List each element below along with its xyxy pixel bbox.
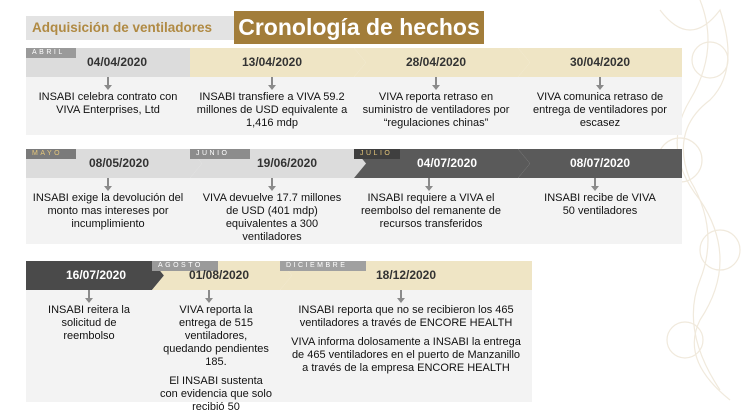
section-subtitle: Adquisición de ventiladores (26, 16, 234, 40)
event-28-04 (354, 48, 518, 140)
month-label: MAYO (32, 150, 63, 157)
event-date: 19/06/2020 (256, 156, 318, 170)
month-label: JULIO (360, 150, 393, 157)
event-date: 01/08/2020 (188, 268, 250, 282)
event-date: 08/07/2020 (569, 156, 631, 170)
event-description: INSABI reitera la solicitud de reembolso (48, 304, 130, 342)
event-description: INSABI recibe de VIVA 50 ventiladores (544, 192, 656, 217)
month-label: JUNIO (196, 150, 230, 157)
event-date: 04/04/2020 (86, 55, 148, 69)
page-title: Cronología de hechos (234, 11, 484, 44)
event-30-04 (518, 48, 682, 140)
month-label: DICIEMBRE (286, 262, 348, 269)
arrow-down-icon (271, 77, 273, 86)
event-19-06 (190, 149, 354, 245)
arrow-down-icon (271, 178, 273, 187)
arrow-down-icon (88, 290, 90, 299)
event-13-04 (190, 48, 354, 140)
month-label: ABRIL (32, 49, 65, 56)
event-18-12 (280, 261, 532, 402)
event-date: 16/07/2020 (65, 268, 127, 282)
event-description: VIVA reporta la entrega de 515 ventiladores, quedando pendientes 185. El INSABI sustenta con evidencia que solo recibió 50 (160, 304, 272, 413)
arrow-down-icon (107, 178, 109, 187)
event-08-05 (26, 149, 190, 245)
event-description: VIVA comunica retraso de entrega de ventiladores por escasez (533, 91, 667, 129)
arrow-down-icon (208, 290, 210, 299)
event-date: 28/04/2020 (405, 55, 467, 69)
arrow-down-icon (428, 178, 430, 187)
event-date: 08/05/2020 (88, 156, 150, 170)
event-description: INSABI exige la devolución del monto mas intereses por incumplimiento (32, 192, 184, 230)
event-description: INSABI requiere a VIVA el reembolso del remanente de recursos transferidos (360, 192, 502, 230)
event-description: VIVA devuelve 17.7 millones de USD (401 mdp) equivalentes a 300 ventiladores (202, 192, 342, 243)
month-label: AGOSTO (158, 262, 203, 269)
arrow-down-icon (435, 77, 437, 86)
event-date: 13/04/2020 (241, 55, 303, 69)
event-description: INSABI celebra contrato con VIVA Enterprises, Ltd (38, 91, 178, 116)
event-04-07 (354, 149, 518, 245)
event-description: INSABI transfiere a VIVA 59.2 millones de USD equivalente a 1,416 mdp (196, 91, 348, 129)
event-description: VIVA reporta retraso en suministro de ventiladores por “regulaciones chinas” (362, 91, 510, 129)
arrow-down-icon (107, 77, 109, 86)
arrow-down-icon (594, 178, 596, 187)
event-date: 04/07/2020 (416, 156, 478, 170)
event-08-07 (518, 149, 682, 245)
arrow-down-icon (599, 77, 601, 86)
event-04-04 (26, 48, 190, 140)
event-description: INSABI reporta que no se recibieron los 465 ventiladores a través de ENCORE HEALTH VIVA informa dolosamente a INSABI la entrega de 465 ventiladores en el puerto de Manzanillo a través de la empresa ENCORE HEALTH (291, 304, 521, 374)
event-01-08 (152, 261, 280, 413)
event-date: 30/04/2020 (569, 55, 631, 69)
arrow-down-icon (400, 290, 402, 299)
event-date: 18/12/2020 (375, 268, 437, 282)
event-16-07 (26, 261, 152, 402)
